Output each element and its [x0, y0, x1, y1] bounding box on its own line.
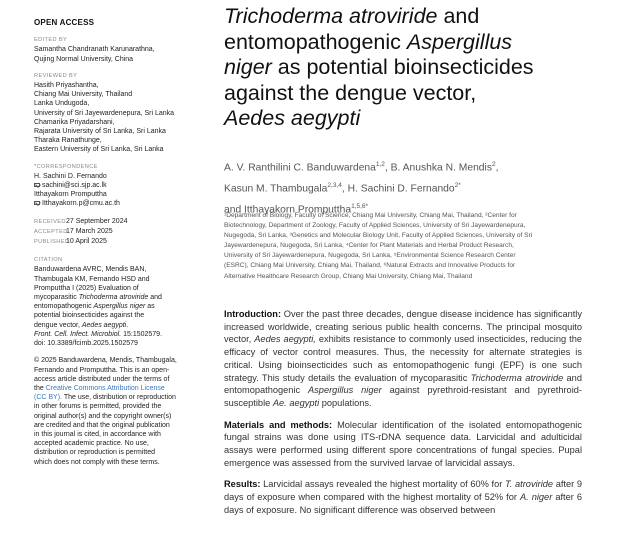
abstract-results: Results: Larvicidal assays revealed the highest mortality of 60% for T. atroviride after 9 days of exposure when compared with the highest mortality of 52% for A. niger after 6 days of exposure. No significant difference was observed between — [224, 479, 582, 515]
reviewer-line: Chamarika Priyadarshani, — [34, 118, 115, 126]
accepted-row: ACCEPTED 17 March 2025 — [34, 227, 194, 237]
author-name[interactable]: and Itthayakorn Promputtha — [224, 204, 352, 216]
cc-by-link[interactable]: (CC BY). — [34, 394, 62, 402]
author-name[interactable]: , B. Anushka N. Mendis — [384, 162, 492, 174]
reviewer-line: Hasith Priyashantha, — [34, 82, 99, 90]
author-list: A. V. Ranthilini C. Banduwardena$^{1,2}$, B. Anushka N. Mendis$^2$, Kasun M. Thambugala$^{2,3,4}$, H. Sachini D. Fernando$^{2*}$ and Itthayakorn Promputtha$^{1,5,6*}$ — [224, 161, 499, 216]
article-sidebar — [34, 18, 194, 467]
edited-by-label: EDITED BY — [34, 37, 68, 44]
editor-name: Samantha Chandranath Karunarathna, — [34, 46, 155, 54]
editor-affiliation: Qujing Normal University, China — [34, 55, 134, 63]
author-name[interactable]: A. V. Ranthilini C. Banduwardena — [224, 162, 376, 174]
correspondent-name: Itthayakorn Promputtha — [34, 191, 107, 199]
correspondent-email[interactable]: sachini@sci.sjp.ac.lk — [34, 181, 194, 190]
reviewer-line: Eastern University of Sri Lanka, Sri Lanka — [34, 146, 164, 154]
doi-text: doi: 10.3389/fcimb.2025.1502579 — [34, 340, 138, 348]
abstract-methods: Materials and methods: Molecular identification of the isolated entomopathogenic fungal strains was done using ITS-rDNA sequence data. Larvicidal and adulticidal assays were performed using different spore concentrations of fungal species. Pupal emergence was assessed from the survived larvae of larvicidal assays. — [224, 419, 582, 468]
author-name[interactable]: Kasun M. Thambugala — [224, 183, 328, 195]
published-date: 10 April 2025 — [66, 238, 107, 246]
correspondent-email[interactable]: Itthayakorn.p@cmu.ac.th — [34, 199, 194, 208]
correspondent-name: H. Sachini D. Fernando — [34, 172, 107, 180]
author-name[interactable]: , H. Sachini D. Fernando — [341, 183, 455, 195]
accepted-date: 17 March 2025 — [66, 227, 113, 235]
reviewed-by-label: REVIEWED BY — [34, 72, 78, 79]
copyright-text: © 2025 Banduwardena, Mendis, Thambugala, Fernando and Promputtha. This is an open- access article distributed under the terms of the Creative Commons Attribution License (CC BY). The use, distribution or reproduction in other forums is permitted, provided the original author(s) and the copyright owner(s) are credited and that the original publication in this journal is cited, in accordance with accepted academic practice. No use, distribution or reproduction is permitted which does not comply with these terms. — [34, 357, 177, 466]
reviewer-line: University of Sri Jayewardenepura, Sri Lanka — [34, 109, 175, 117]
citation-label: CITATION — [34, 257, 63, 264]
published-row: PUBLISHED 10 April 2025 — [34, 237, 194, 247]
received-row: RECEIVED 27 September 2024 — [34, 217, 194, 227]
article-title: Trichoderma atroviride and entomopathogenic Aspergillus niger as potential bioinsecticides against the dengue vector, Aedes aegypti — [224, 4, 534, 131]
open-access-label: OPEN ACCESS — [34, 18, 95, 27]
affiliations: ¹Department of Biology, Faculty of Science, Chiang Mai University, Chiang Mai, Thailand, ²Center for Biotechnology, Department of Zoology, Faculty of Applied Sciences, University of Sri Jayewardenepura, Nugegoda, Sri Lanka, ³Genetics and Molecular Biology Unit, Faculty of Applied Sciences, University of Sri Jayewardenepura, Nugegoda, Sri Lanka, ⁴Center for Plant Materials and Herbal Product Research, University of Sri Jayewardenepura, Nugegoda, Sri Lanka, ⁵Environmental Science Research Center (ESRC), Chiang Mai University, Chiang Mai, Thailand, ⁶Natural Extracts and Innovative Products for Alternative Healthcare Research Group, Chiang Mai University, Chiang Mai, Thailand — [224, 212, 533, 280]
reviewer-line: Chiang Mai University, Thailand — [34, 91, 133, 99]
correspondence-label: *CORRESPONDENCE — [34, 163, 98, 170]
citation-text: Banduwardena AVRC, Mendis BAN, Thambugala KM, Fernando HSD and Promputtha I (2025) Evaluation of mycoparasitic Trichoderma atroviride and entomopathogenic Aspergillus niger as potential bioinsecticides against the dengue vector, Aedes aegypti. Front. Cell. Infect. Microbiol. 15:1502579. doi: 10.3389/fcimb.2025.1502579 — [34, 265, 194, 348]
abstract-introduction: Introduction: Over the past three decades, dengue disease incidence has significantly increased worldwide, creating serious public health concerns. The principal mosquito vector, Aedes aegypti, exhibits resistance to commonly used insecticides, reducing the efficacy of vector control measures. Thus, the necessity for alternate strategies is critical. Using bioinsecticides such as entomopathogenic fungi (EPF) is one such strategy. This study details the evaluation of mycoparasitic Trichoderma atroviride and entomopathogenic Aspergillus niger against pyrethroid-resistant and pyrethroid-susceptible Ae. aegypti populations. — [224, 309, 582, 408]
cc-license-link[interactable]: Creative Commons Attribution License — [45, 384, 165, 392]
received-date: 27 September 2024 — [66, 217, 128, 225]
dates-block — [34, 217, 194, 248]
abstract — [224, 308, 582, 526]
mail-icon — [34, 183, 40, 188]
reviewer-line: Lanka Undugoda, — [34, 100, 90, 108]
reviewer-line: Tharaka Ranathunge, — [34, 137, 102, 145]
mail-icon — [34, 201, 40, 206]
reviewer-line: Rajarata University of Sri Lanka, Sri Lanka — [34, 128, 166, 136]
